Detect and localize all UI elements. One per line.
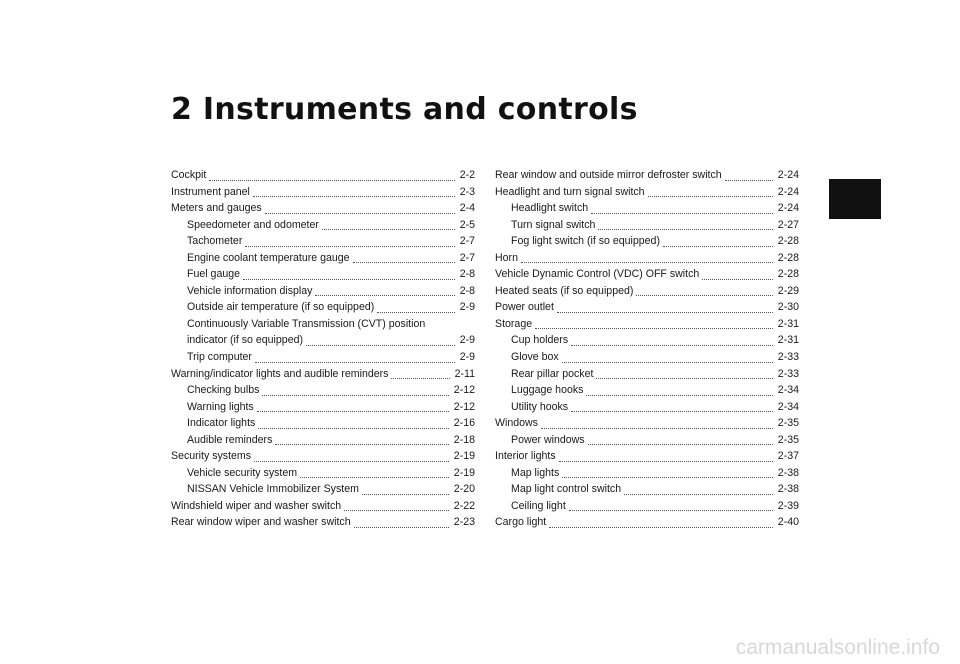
toc-entry-page: 2-12 xyxy=(453,384,475,397)
toc-entry-label: Power outlet xyxy=(495,301,554,314)
toc-entry[interactable] xyxy=(495,415,799,432)
toc-entry[interactable] xyxy=(495,498,799,515)
toc-entry[interactable] xyxy=(495,167,799,184)
toc-entry-label: Cockpit xyxy=(171,169,207,181)
toc-entry-label: Windows xyxy=(495,417,538,430)
toc-entry-label: Power windows xyxy=(511,433,585,446)
toc-entry-label: NISSAN Vehicle Immobilizer System xyxy=(187,483,359,496)
toc-entry-page: 2-22 xyxy=(453,499,475,512)
toc-leader-dots xyxy=(377,311,454,313)
toc-entry-page: 2-4 xyxy=(459,202,475,215)
toc-entry-page: 2-7 xyxy=(459,251,475,264)
toc-entry-label: Engine coolant temperature gauge xyxy=(187,251,350,264)
toc-leader-dots xyxy=(344,509,449,511)
toc-entry-page: 2-8 xyxy=(459,284,475,297)
toc-entry-label: Headlight switch xyxy=(511,202,589,215)
toc-entry[interactable] xyxy=(171,448,475,465)
toc-entry-label: Warning/indicator lights and audible reminders xyxy=(171,367,389,380)
toc-entry[interactable] xyxy=(171,167,475,184)
toc-leader-dots xyxy=(571,344,773,346)
toc-entry[interactable] xyxy=(495,366,799,383)
toc-entry[interactable] xyxy=(171,432,475,449)
toc-entry-label: Continuously Variable Transmission (CVT) position xyxy=(187,317,426,330)
toc-leader-dots xyxy=(636,294,772,296)
toc-entry-label: Glove box xyxy=(511,351,559,364)
toc-entry-label: Windshield wiper and washer switch xyxy=(171,499,342,512)
toc-entry-page: 2-30 xyxy=(777,301,799,314)
toc-entry[interactable] xyxy=(495,299,799,316)
toc-entry-page: 2-11 xyxy=(454,367,475,380)
toc-entry[interactable] xyxy=(171,349,475,366)
toc-entry[interactable] xyxy=(171,465,475,482)
toc-entry-page: 2-33 xyxy=(777,351,799,364)
toc-leader-dots xyxy=(315,294,454,296)
toc-leader-dots xyxy=(300,476,449,478)
toc-entry-page: 2-9 xyxy=(459,334,475,347)
toc-entry-label: Speedometer and odometer xyxy=(187,218,319,231)
toc-entry-label: Turn signal switch xyxy=(511,218,596,231)
toc-entry-page: 2-2 xyxy=(459,169,475,181)
toc-entry-label: Map lights xyxy=(511,466,560,479)
toc-entry[interactable] xyxy=(495,481,799,498)
toc-entry-page: 2-19 xyxy=(453,450,475,463)
toc-entry-page: 2-31 xyxy=(777,334,799,347)
page-title: 2 Instruments and controls xyxy=(171,92,638,127)
toc-entry-page: 2-31 xyxy=(777,317,799,330)
toc-entry-page: 2-34 xyxy=(777,384,799,397)
toc-leader-dots xyxy=(571,410,773,412)
toc-leader-dots xyxy=(243,278,455,280)
toc-entry[interactable] xyxy=(495,184,799,201)
toc-leader-dots xyxy=(725,179,773,181)
toc-entry-label: Rear window wiper and washer switch xyxy=(171,516,351,529)
toc-entry[interactable] xyxy=(171,266,475,283)
toc-entry-label: Vehicle Dynamic Control (VDC) OFF switch xyxy=(495,268,700,281)
toc-leader-dots xyxy=(549,526,773,528)
toc-entry-page: 2-35 xyxy=(777,433,799,446)
toc-entry-label: indicator (if so equipped) xyxy=(187,334,304,347)
toc-leader-dots xyxy=(663,245,773,247)
toc-entry[interactable] xyxy=(171,184,475,201)
toc-entry[interactable] xyxy=(171,200,475,217)
toc-entry-page: 2-35 xyxy=(777,417,799,430)
toc-entry-page: 2-9 xyxy=(459,301,475,314)
toc-leader-dots xyxy=(391,377,449,379)
toc-entry-page: 2-18 xyxy=(453,433,475,446)
toc-entry[interactable] xyxy=(495,266,799,283)
toc-leader-dots xyxy=(255,361,455,363)
toc-entry[interactable] xyxy=(171,481,475,498)
toc-leader-dots xyxy=(354,526,449,528)
toc-entry-label: Cup holders xyxy=(511,334,569,347)
toc-entry-page: 2-28 xyxy=(777,251,799,264)
toc-entry[interactable] xyxy=(495,332,799,349)
toc-entry-label: Ceiling light xyxy=(511,499,566,512)
toc-entry-page: 2-29 xyxy=(777,284,799,297)
toc-entry-page: 2-38 xyxy=(777,466,799,479)
toc-entry[interactable] xyxy=(171,299,475,316)
toc-leader-dots xyxy=(591,212,773,214)
toc-leader-dots xyxy=(648,195,773,197)
toc-entry-page: 2-27 xyxy=(777,218,799,231)
toc-entry[interactable] xyxy=(171,382,475,399)
toc-entry[interactable] xyxy=(495,316,799,333)
toc-entry[interactable] xyxy=(495,448,799,465)
toc-leader-dots xyxy=(557,311,773,313)
toc-entry-page: 2-19 xyxy=(453,466,475,479)
toc-entry[interactable] xyxy=(171,498,475,515)
toc-entry[interactable] xyxy=(171,415,475,432)
toc-entry[interactable] xyxy=(495,349,799,366)
toc-leader-dots xyxy=(306,344,455,346)
toc-entry-label: Luggage hooks xyxy=(511,384,584,397)
toc-entry[interactable] xyxy=(171,283,475,300)
toc-leader-dots xyxy=(562,476,773,478)
toc-entry-page: 2-24 xyxy=(777,169,799,181)
toc-entry-page: 2-23 xyxy=(453,516,475,529)
toc-entry-label: Rear pillar pocket xyxy=(511,367,594,380)
toc-entry[interactable] xyxy=(171,332,475,349)
toc-entry-label: Fog light switch (if so equipped) xyxy=(511,235,660,248)
toc-entry[interactable] xyxy=(495,432,799,449)
toc-leader-dots xyxy=(353,261,455,263)
toc-leader-dots xyxy=(258,427,448,429)
toc-leader-dots xyxy=(209,179,454,181)
toc-leader-dots xyxy=(275,443,448,445)
toc-leader-dots xyxy=(245,245,454,247)
toc-entry-label: Utility hooks xyxy=(511,400,569,413)
toc-entry-page: 2-33 xyxy=(777,367,799,380)
toc-entry[interactable] xyxy=(495,514,799,531)
toc-leader-dots xyxy=(257,410,449,412)
toc-entry-label: Meters and gauges xyxy=(171,202,262,215)
toc-leader-dots xyxy=(702,278,773,280)
toc-entry-page: 2-24 xyxy=(777,185,799,198)
toc-leader-dots xyxy=(596,377,772,379)
toc-entry-label: Interior lights xyxy=(495,450,556,463)
toc-entry[interactable] xyxy=(171,217,475,234)
toc-leader-dots xyxy=(541,427,773,429)
toc-entry[interactable] xyxy=(171,233,475,250)
toc-entry-label: Horn xyxy=(495,251,518,264)
toc-entry-label: Instrument panel xyxy=(171,185,250,198)
toc-leader-dots xyxy=(569,509,773,511)
toc-entry-label: Checking bulbs xyxy=(187,384,260,397)
toc-entry-label: Vehicle security system xyxy=(187,466,298,479)
toc-entry-label: Tachometer xyxy=(187,235,243,248)
toc-entry-page: 2-8 xyxy=(459,268,475,281)
toc-leader-dots xyxy=(535,327,773,329)
toc-leader-dots xyxy=(521,261,773,263)
toc-entry[interactable] xyxy=(495,250,799,267)
watermark: carmanualsonline.info xyxy=(735,636,940,659)
toc-entry-page: 2-28 xyxy=(777,235,799,248)
toc-entry-label: Heated seats (if so equipped) xyxy=(495,284,634,297)
toc-leader-dots xyxy=(362,493,449,495)
toc-entry[interactable] xyxy=(495,465,799,482)
toc-entry-label: Map light control switch xyxy=(511,483,622,496)
toc-entry[interactable] xyxy=(495,200,799,217)
toc-entry[interactable] xyxy=(171,399,475,416)
toc-entry-label: Warning lights xyxy=(187,400,254,413)
toc-column-left xyxy=(171,167,475,531)
toc-entry-label: Cargo light xyxy=(495,516,547,529)
toc-column-right xyxy=(495,167,799,531)
toc-entry-label: Vehicle information display xyxy=(187,284,313,297)
toc-entry-label: Rear window and outside mirror defroster switch xyxy=(495,169,722,181)
toc-entry-page: 2-39 xyxy=(777,499,799,512)
toc-entry-page: 2-12 xyxy=(453,400,475,413)
toc-leader-dots xyxy=(586,394,772,396)
toc-entry-page: 2-7 xyxy=(459,235,475,248)
toc-entry[interactable] xyxy=(495,399,799,416)
toc-entry-page: 2-3 xyxy=(459,185,475,198)
toc-entry-page: 2-5 xyxy=(459,218,475,231)
toc-entry-page: 2-20 xyxy=(453,483,475,496)
toc-entry-page: 2-40 xyxy=(777,516,799,529)
toc-entry-page: 2-37 xyxy=(777,450,799,463)
toc-entry[interactable] xyxy=(171,514,475,531)
toc-leader-dots xyxy=(559,460,773,462)
toc-entry[interactable] xyxy=(495,233,799,250)
toc-entry[interactable] xyxy=(171,250,475,267)
toc-leader-dots xyxy=(322,228,455,230)
toc-entry-label: Trip computer xyxy=(187,351,252,364)
toc-leader-dots xyxy=(562,361,773,363)
toc-leader-dots xyxy=(254,460,449,462)
toc-leader-dots xyxy=(265,212,455,214)
toc-entry-page: 2-28 xyxy=(777,268,799,281)
toc-entry-label: Fuel gauge xyxy=(187,268,241,281)
toc-entry-label: Outside air temperature (if so equipped) xyxy=(187,301,375,314)
chapter-tab-marker xyxy=(829,179,881,219)
toc-entry-page: 2-24 xyxy=(777,202,799,215)
toc-entry-page: 2-34 xyxy=(777,400,799,413)
toc-leader-dots xyxy=(598,228,772,230)
toc-entry[interactable] xyxy=(495,283,799,300)
toc-entry[interactable] xyxy=(495,217,799,234)
toc-entry-label: Storage xyxy=(495,317,533,330)
toc-entry-label: Headlight and turn signal switch xyxy=(495,185,645,198)
toc-entry-label: Audible reminders xyxy=(187,433,273,446)
toc-leader-dots xyxy=(262,394,448,396)
toc-entry-label: Indicator lights xyxy=(187,417,256,430)
toc-leader-dots xyxy=(624,493,773,495)
toc-entry-page: 2-38 xyxy=(777,483,799,496)
toc-entry-page: 2-16 xyxy=(453,417,475,430)
toc-entry[interactable] xyxy=(171,366,475,383)
toc-entry-label: Security systems xyxy=(171,450,252,463)
toc-entry-page: 2-9 xyxy=(459,351,475,364)
toc-entry[interactable] xyxy=(171,316,475,333)
toc-entry[interactable] xyxy=(495,382,799,399)
toc-leader-dots xyxy=(253,195,455,197)
toc-leader-dots xyxy=(588,443,773,445)
